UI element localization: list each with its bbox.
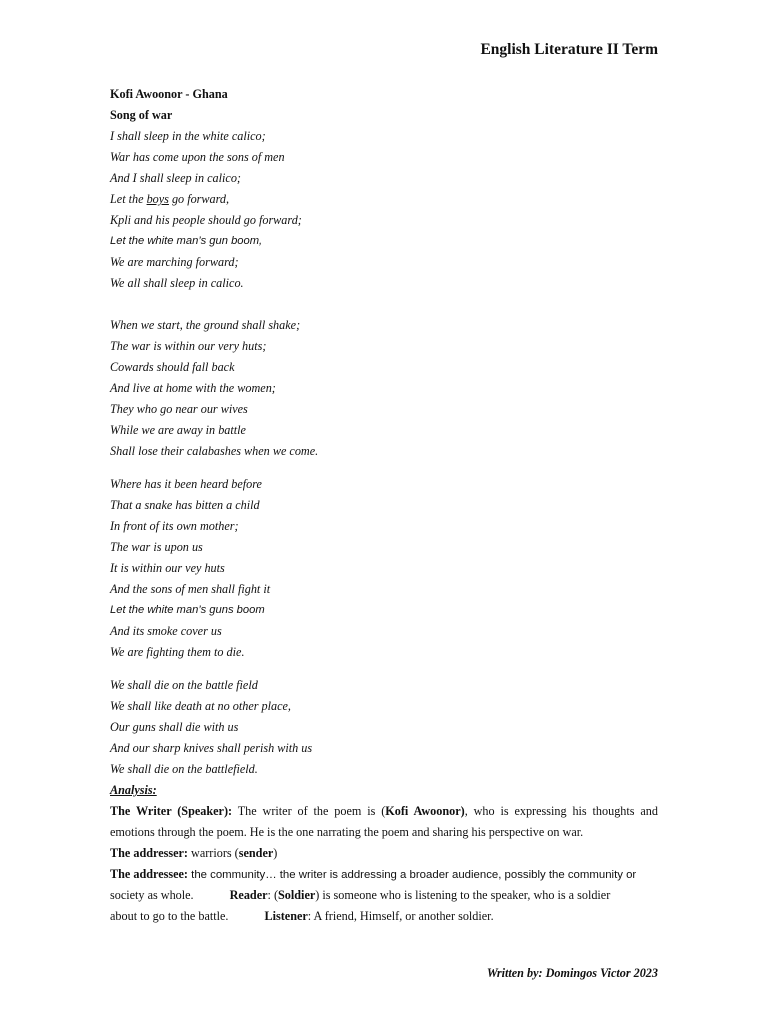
listener-line	[110, 906, 658, 927]
poem-line: And I shall sleep in calico;	[110, 171, 241, 185]
stanza-2	[110, 315, 658, 462]
poem-line: That a snake has bitten a child	[110, 498, 260, 512]
poem-line: It is within our vey huts	[110, 561, 225, 575]
addresser-label: The addresser:	[110, 846, 188, 860]
addressee-line	[110, 864, 658, 885]
stanza-1	[110, 126, 658, 294]
poem-line-part: Let the	[110, 192, 147, 206]
poem-line: And live at home with the women;	[110, 381, 276, 395]
reader-colon: : (	[267, 888, 279, 902]
poem-line	[110, 189, 658, 210]
poem-line: Let the white man’s gun boom,	[110, 235, 263, 247]
poem-line: When we start, the ground shall shake;	[110, 318, 301, 332]
poem-line: We are fighting them to die.	[110, 645, 245, 659]
writer-label: The Writer (Speaker):	[110, 804, 233, 818]
reader-text: ) is someone who is listening to the speaker, who is a soldier	[315, 888, 611, 902]
addressee-label: The addressee:	[110, 867, 188, 881]
writer-name: Kofi Awoonor)	[385, 804, 465, 818]
writer-text: The writer of the poem is (	[232, 804, 386, 818]
writer-text: , who is expressing his thoughts and emotions through the poem. He is the one narrating the poem and sharing his perspective on war.	[110, 804, 658, 839]
poem-title: Song of war	[110, 108, 173, 122]
poem-line: Cowards should fall back	[110, 360, 235, 374]
document-body	[110, 84, 658, 927]
addresser-paragraph	[110, 843, 658, 864]
poem-line: I shall sleep in the white calico;	[110, 129, 266, 143]
poem-line: The war is upon us	[110, 540, 203, 554]
poem-line: Shall lose their calabashes when we come.	[110, 444, 319, 458]
underlined-word: boys	[146, 192, 169, 206]
writer-paragraph	[110, 801, 658, 843]
poem-line: And its smoke cover us	[110, 624, 222, 638]
poem-line-part: go forward,	[168, 192, 230, 206]
addresser-close: )	[273, 846, 278, 860]
poem-line: They who go near our wives	[110, 402, 248, 416]
poem-line: We are marching forward;	[110, 255, 239, 269]
poem-line: Kpli and his people should go forward;	[110, 213, 302, 227]
poem-line: Our guns shall die with us	[110, 720, 239, 734]
poem-line: And our sharp knives shall perish with us	[110, 741, 313, 755]
poem-author: Kofi Awoonor - Ghana	[110, 87, 228, 101]
footer-credit: Written by: Domingos Victor 2023	[486, 966, 658, 980]
addresser-text: warriors (	[187, 846, 239, 860]
listener-text: : A friend, Himself, or another soldier.	[307, 909, 494, 923]
poem-line: We shall die on the battle field	[110, 678, 258, 692]
stanza-gap	[110, 663, 658, 675]
listener-label: Listener	[264, 909, 308, 923]
poem-line: In front of its own mother;	[110, 519, 239, 533]
addresser-role: sender	[238, 846, 274, 860]
poem-line: We shall die on the battlefield.	[110, 762, 258, 776]
poem-line: War has come upon the sons of men	[110, 150, 285, 164]
reader-role: Soldier	[278, 888, 316, 902]
reader-text-continued: about to go to the battle.	[110, 909, 229, 923]
poem-line: While we are away in battle	[110, 423, 246, 437]
addressee-text: the community… the writer is addressing a broader audience, possibly the community or	[187, 869, 637, 881]
poem-line: The war is within our very huts;	[110, 339, 267, 353]
addressee-text-continued: society as whole.	[110, 888, 194, 902]
reader-label: Reader	[229, 888, 268, 902]
poem-line: We all shall sleep in calico.	[110, 276, 244, 290]
poem-line: Where has it been heard before	[110, 477, 262, 491]
reader-line	[110, 885, 658, 906]
stanza-3	[110, 474, 658, 663]
page-header-title: English Literature II Term	[480, 41, 658, 58]
analysis-heading: Analysis:	[110, 783, 157, 797]
stanza-4	[110, 675, 658, 780]
stanza-gap	[110, 462, 658, 474]
poem-line: And the sons of men shall fight it	[110, 582, 271, 596]
stanza-gap	[110, 294, 658, 315]
poem-line: Let the white man’s guns boom	[110, 604, 265, 616]
poem-line: We shall like death at no other place,	[110, 699, 291, 713]
